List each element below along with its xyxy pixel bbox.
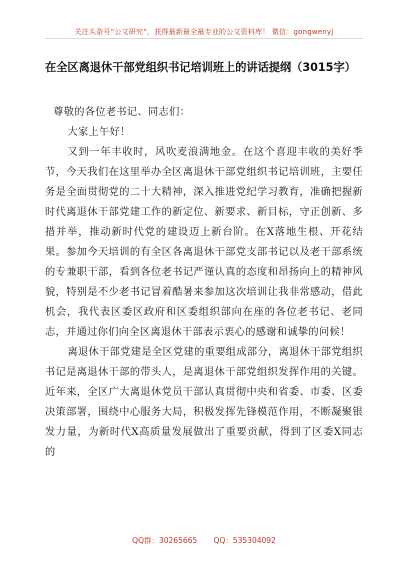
footer-qq-group: QQ群：30265665 [132, 536, 198, 545]
header-promo-note: 关注头条号“公文研究”，获得最新最全最专业的公文资料库！ 微信：gongwenyj [74, 28, 334, 36]
paragraph-greeting: 大家上午好！ [67, 127, 131, 138]
paragraph-party-building: 离退休干部党建是全区党建的重要组成部分，离退休干部党组织书记是离退休干部的带头人，是离退休干部党组织发挥作用的关键。近年来，全区广大离退休党员干部认真贯彻中央和省委、市委、区委决策部署，围绕中心服务大局，积极发挥先锋模范作用，不断凝聚银发力量，为新时代X高质量发展做出了重要贡献，得到了区委X同志的 [45, 347, 363, 458]
footer-contact [0, 535, 408, 546]
header-divider [45, 38, 363, 39]
document-body [45, 103, 363, 463]
document-title: 在全区离退休干部党组织书记培训班上的讲话提纲（3015字） [45, 61, 356, 74]
salutation: 尊敬的各位老书记、同志们： [53, 107, 191, 118]
paragraph-opening: 又到一年丰收时，风吹麦浪满地金。在这个喜迎丰收的美好季节，今天我们在这里举办全区离退休干部党组织书记培训班，主要任务是全面贯彻党的二十大精神，深入推进党纪学习教育，准确把握新时代离退休干部党建工作的新定位、新要求、新目标，守正创新、多措并举，推动新时代党的建设迈上新台阶。在X落地生根、开花结果。参加今天培训的有全区各离退休干部党支部书记以及老干部系统的专兼职干部，看到各位老书记严谨认真的态度和昂扬向上的精神风貌，特别是不少老书记冒着酷暑来参加这次培训让我非常感动，借此机会，我代表区委区政府和区委组织部向在座的各位老书记、老同志，并通过你们向全区离退休干部表示衷心的感谢和诚挚的问候！ [45, 147, 363, 338]
footer-qq-number: QQ：535304092 [213, 536, 276, 545]
